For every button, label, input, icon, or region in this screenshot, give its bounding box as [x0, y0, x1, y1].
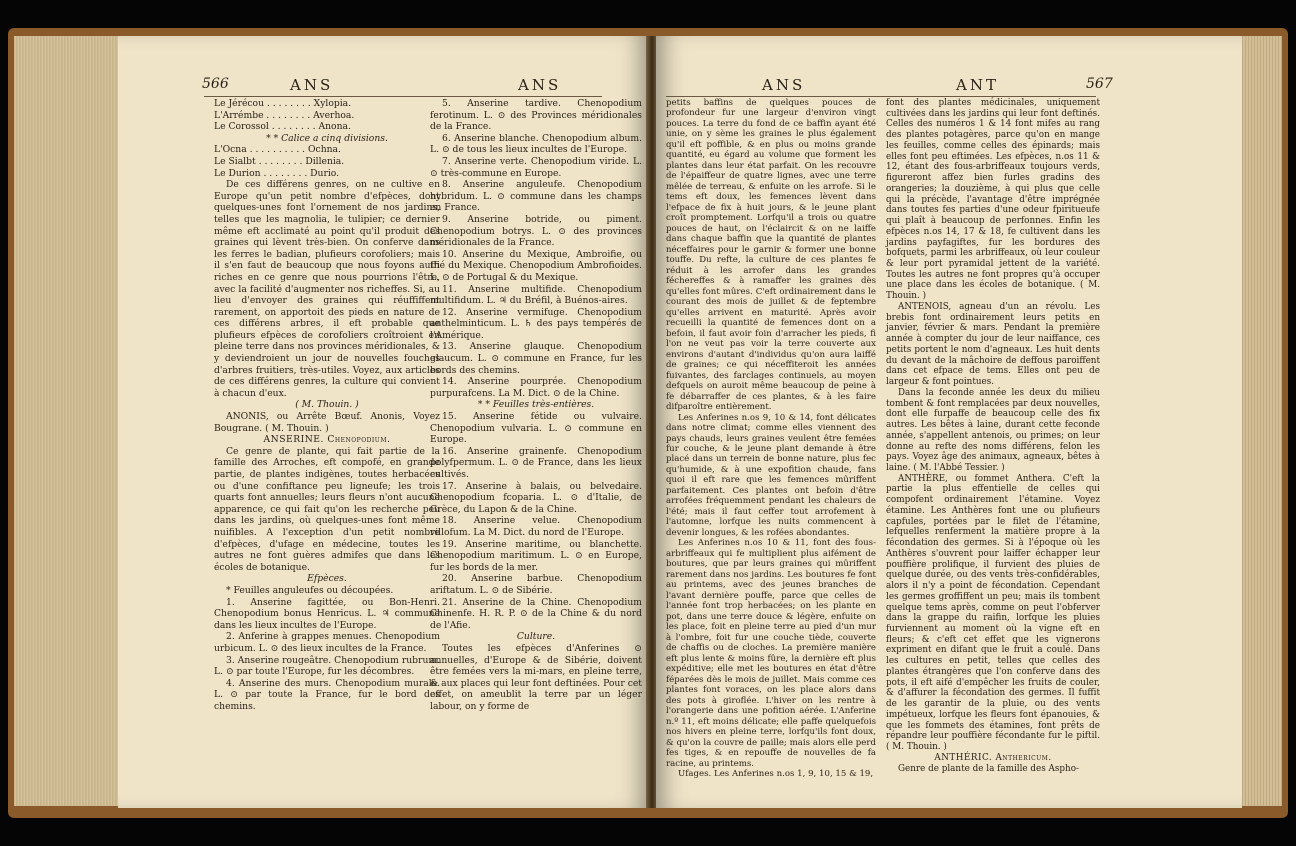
text-paragraph: Le Durion . . . . . . . . Durio. [214, 167, 340, 179]
text-paragraph: * * Feuilles très-entières. [477, 399, 595, 411]
text-paragraph: Le Corossol . . . . . . . . Anona. [214, 121, 351, 133]
running-head: ANS [290, 76, 334, 94]
column-right-2 [886, 98, 1100, 774]
text-paragraph: ANTHÉRIC. Anthericum. [934, 752, 1052, 763]
text-paragraph: 14. Anserine pourprée. Chenopodium purpurafcens. La M. Dict. ⊙ de la Chine. [430, 376, 642, 399]
text-paragraph: ANTENOIS, agneau d'un an révolu. Les brebis font ordinairement leurs petits en janvier, février & mars. Pendant la première année à compter du jour de leur naiffance, ces petits portent le nom d'agneaux. Les huit dents du devant de la mâchoire de deffous paroiffent dans cet efpace de tems. Elles ont peu de largeur & font pointues. [886, 301, 1100, 388]
text-paragraph: Ufages. Les Anferines n.os 1, 9, 10, 15 & 19, [678, 769, 874, 779]
header-rule [204, 96, 602, 97]
text-paragraph: L'Arrémbe . . . . . . . . Averhoa. [214, 109, 355, 121]
running-head: ANS [518, 76, 562, 94]
page-number: 566 [202, 76, 229, 92]
column-left-1 [214, 98, 440, 712]
text-paragraph: 19. Anserine maritime, ou blanchette. Chenopodium maritimum. L. ⊙ en Europe, fur les bords de la mer. [430, 538, 642, 573]
text-paragraph: Les Anferines n.os 9, 10 & 14, font délicates dans notre climat; comme elles viennent des pays chauds, leurs graines veulent être femées fur couche, & le jeune plant demande à être placé dans un terrein de bonne nature, plus fec qu'humide, & à une expofition chaude, fans quoi il eft rare que les femences mûriffent parfaitement. Ces plantes ont befoin d'être arrofées fréquemment pendant les chaleurs de l'été; mais il faut ceffer tout arrofement à l'automne, lorfque les nuits commencent à devenir longues, & les rofées abondantes. [666, 412, 876, 538]
text-paragraph: Le Jérécou . . . . . . . . Xylopia. [214, 98, 352, 109]
text-paragraph: 20. Anserine barbue. Chenopodium ariftatum. L. ⊙ de Sibérie. [430, 573, 642, 596]
running-head: ANT [956, 76, 999, 94]
running-head: ANS [762, 76, 806, 94]
text-paragraph: font des plantes médicinales, uniquement cultivées dans les jardins qui leur font deftinés. Celles des numéros 1 & 14 font mifes au rang des plantes potagères, parce qu'on en mange les feuilles, comme celles des épinards; mais elles font peu eftimées. Les efpèces, n.os 11 & 12, étant des fous-arbriffeaux toujours verds, figureront affez bien furles gradins des orangeries; la douzième, à qui plus que celle qui la précède, l'avantage d'être imprégnée dans toutes fes parties d'une odeur fpiritueufe qui plaît à beaucoup de perfonnes. Enfin les efpèces n.os 14, 17 & 18, fe cultivent dans les jardins payfagiftes, fur les bordures des bofquets, parmi les arbriffeaux, où leur couleur & leur port pyramidal jettent de la variété. Toutes les autres ne font propres qu'à occuper une place dans les écoles de botanique. ( M. Thouin. ) [886, 98, 1100, 302]
text-paragraph: petits baffins de quelques pouces de profondeur fur une largeur d'environ vingt pouces. La terre du fond de ce baffin ayant été unie, on y sème les graines le plus également qu'il eft poffible, & en plus ou moins grande quantité, eu égard au volume que forment les plantes dans leur état parfait. On les recouvre de l'épaiffeur de quatre lignes, avec une terre mêlée de terreau, & enfuite on les arrofe. Si le tems eft doux, les femences lèvent dans l'efpace de fix à huit jours, & le jeune plant croît promptement. Lorfqu'il a trois ou quatre pouces de haut, on l'éclaircit & on ne laiffe dans chaque baffin que la quantité de plantes néceffaires pour le garnir & former une bonne touffe. Du refte, la culture de ces plantes fe réduit à les arrofer dans les grandes féchereffes & à ramaffer les graines dès qu'elles font mûres. C'eft ordinairement dans le courant des mois de juillet & de feptembre qu'elles arrivent en maturité. Après avoir recueilli la quantité de femences dont on a befoin, il faut avoir foin d'arracher les pieds, fi l'on ne veut pas voir la terre couverte aux environs d'autant d'individus qu'on aura laiffé de graines; ce qui néceffiteroit les années fuivantes, des farclages continuels, au moyen defquels on auroit même beaucoup de peine à fe débarraffer de ces plantes, & à les faire difparoître entièrement. [666, 98, 876, 413]
text-paragraph: 10. Anserine du Mexique, Ambroifie, ou thé du Mexique. Chenopodium Ambrofioides. L. ⊙ de Portugal & du Mexique. [430, 248, 642, 283]
right-page [656, 36, 1242, 808]
text-paragraph: ANONIS, ou Arrête Bœuf. Anonis, Voyez Bougrane. ( M. Thouin. ) [214, 411, 440, 434]
text-paragraph: Genre de plante de la famille des Aspho- [898, 763, 1079, 774]
text-paragraph: Le Sialbt . . . . . . . . Dillenia. [214, 155, 345, 167]
text-paragraph: Efpèces. [307, 573, 347, 585]
text-paragraph: 9. Anserine botride, ou piment. Chenopodium botrys. L. ⊙ des provinces méridionales de la France. [430, 213, 642, 249]
text-paragraph: 13. Anserine glauque. Chenopodium glaucum. L. ⊙ commune en France, fur les bords des chemins. [430, 341, 642, 376]
text-paragraph: 11. Anserine multifide. Chenopodium multifidum. L. ♃ du Bréfil, à Buénos-aires. [430, 283, 642, 307]
text-paragraph: 6. Anserine blanche. Chenopodium album. L. ⊙ de tous les lieux incultes de l'Europe. [430, 132, 642, 156]
text-paragraph: 15. Anserine fétide ou vulvaire. Chenopodium vulvaria. L. ⊙ commune en Europe. [430, 411, 642, 446]
text-paragraph: Dans la feconde année les deux du milieu tombent & font remplacées par deux nouvelles, dont elle furpaffe de beaucoup celle des fix autres. Les bêtes à laine, durant cette feconde année, s'appellent antenois, ou primes; on leur donne au refte des noms différens, felon les pays. Voyez âge des animaux, agneaux, bêtes à laine. ( M. l'Abbé Tessier. ) [886, 387, 1100, 473]
text-paragraph: 3. Anserine rougeâtre. Chenopodium rubrum. L. ⊙ par toute l'Europe, fur les décombres. [214, 654, 440, 678]
column-left-2 [430, 98, 642, 712]
page-edges-left [14, 36, 124, 806]
text-paragraph: L'Ocna . . . . . . . . . . Ochna. [214, 144, 341, 156]
page-edges-right [1242, 36, 1282, 806]
text-paragraph: Ce genre de plante, qui fait partie de la famille des Arroches, eft compofé, en grande partie, de plantes indigènes, toutes herbacées ou d'une confiftance peu ligneufe; les trois quarts font annuelles; leurs fleurs n'ont aucune apparence, ce qui fait qu'on les recherche peu dans les jardins, où quelques-unes font même nuifibles. A l'exception d'un petit nombre d'efpèces, d'ufage en médecine, toutes les autres ne font guères admifes que dans les écoles de botanique. [214, 445, 440, 573]
left-page [118, 36, 648, 808]
text-paragraph: Toutes les efpèces d'Anferines ⊙ annuelles, d'Europe & de Sibérie, doivent être femées vers la mi-mars, en pleine terre, & aux places qui leur font deftinées. Pour cet effet, on ameublit la terre par un léger labour, on y forme de [430, 642, 642, 712]
text-paragraph: 12. Anserine vermifuge. Chenopodium anthelminticum. L. ♄ des pays tempérés de l'Amérique. [430, 306, 642, 341]
header-rule [666, 96, 1096, 97]
text-paragraph: 17. Anserine à balais, ou belvedaire. Chenopodium fcoparia. L. ⊙ d'Italie, de Grèce, du Lapon & de la Chine. [430, 480, 642, 515]
text-paragraph: * * Calice a cinq divisions. [266, 132, 388, 144]
text-paragraph: ANTHÈRE, ou fommet Anthera. C'eft la partie la plus effentielle de celles qui compofent ordinairement l'étamine. Voyez étamine. Les Anthères font une ou plufieurs capfules, portées par le filet de l'étamine, lefquelles renferment la matière propre à la fécondation des germes. Si à l'époque où les Anthères s'ouvrent pour laiffer échapper leur pouffière prolifique, il furvient des pluies de quelque durée, ou des vents très-confidérables, alors il n'y a point de fécondation. Cependant les germes groffiffent un peu; mais ils tombent quelque tems après, comme on peut l'obferver dans la grappe du raifin, lorfque les pluies furviennent au moment où la vigne eft en fleurs; & c'eft cet effet que les vignerons expriment en difant que le fruit a coulé. Dans les cultures en petit, telles que celles des plantes étrangères que l'on conferve dans des pots, il eft aifé d'empêcher les fruits de couler, & d'affurer la fécondation des germes. Il fuffit de les garantir de la pluie, ou des vents impétueux, lorfque les fleurs font épanouies, & que les fommets des étamines, font prêts de répandre leur pouffière fécondante fur le piftil. ( M. Thouin. ) [886, 473, 1100, 753]
text-paragraph: 4. Anserine des murs. Chenopodium murale. L. ⊙ par toute la France, fur le bord des chemins. [214, 677, 440, 712]
text-paragraph: 7. Anserine verte. Chenopodium viride. L. ⊙ très-commune en Europe. [430, 155, 642, 179]
text-paragraph: 8. Anserine anguleufe. Chenopodium hybridum. L. ⊙ commune dans les champs en France. [430, 179, 642, 214]
page-number: 567 [1086, 76, 1113, 92]
text-paragraph: 2. Anferine à grappes menues. Chenopodium urbicum. L. ⊙ des lieux incultes de la France. [214, 631, 440, 654]
text-paragraph: ( M. Thouin. ) [295, 399, 359, 411]
column-right-1 [666, 98, 876, 779]
text-paragraph: ANSERINE. Chenopodium. [263, 434, 391, 446]
text-paragraph: 18. Anserine velue. Chenopodium villofum. La M. Dict. du nord de l'Europe. [430, 515, 642, 538]
text-paragraph: De ces différens genres, on ne cultive en Europe qu'un petit nombre d'efpèces, dont quelques-unes font l'ornement de nos jardins, telles que les magnolia, le tulipier; ce dernier même eft acclimaté au point qu'il produit des graines qui lèvent très-bien. On conferve dans les ferres le badian, plufieurs corofoliers; mais il s'en faut de beaucoup que nous foyons auffi riches en ce genre que nous pourrions l'être, avec la facilité d'augmenter nos richeffes. Si, au lieu d'envoyer des graines qui réuffiffent rarement, on apportoit des pieds en nature de ces différens arbres, il eft probable que plufieurs efpèces de corofoliers croîtroient en pleine terre dans nos provinces méridionales, & y deviendroient un jour de nouvelles fouches d'arbres fruitiers, très-utiles. Voyez, aux articles de ces différens genres, la culture qui convient à chacun d'eux. [214, 179, 440, 399]
text-paragraph: 5. Anserine tardive. Chenopodium ferotinum. L. ⊙ des Provinces méridionales de la France. [430, 98, 642, 133]
text-paragraph: Culture. [516, 631, 556, 643]
text-paragraph: * Feuilles anguleufes ou découpées. [226, 584, 394, 596]
text-paragraph: 21. Anserine de la Chine. Chenopodium Chinenfe. H. R. P. ⊙ de la Chine & du nord de l'Afie. [430, 596, 642, 631]
text-paragraph: Les Anferines n.os 10 & 11, font des fous-arbriffeaux qui fe multiplient plus aifément de boutures, que par leurs graines qui mûriffent rarement dans nos jardins. Les boutures fe font au printems, avec des jeunes branches de l'avant dernière pouffe, parce que celles de l'année font trop herbacées; on les plante en pot, dans une terre douce & légère, enfuite on les place, foit en pleine terre au pied d'un mur à l'ombre, foit fur une couche tiède, couverte de chaffis ou de cloches. La première manière eft plus lente & moins fûre, la dernière eft plus expéditive; elle met les boutures en état d'être féparées dès le mois de juillet. Mais comme ces plantes font voraces, on les place alors dans des pots à giroflée. L'hiver on les rentre à l'orangerie dans une pofition aérée. L'Anferine n.º 11, eft moins délicate; elle paffe quelquefois nos hivers en pleine terre, lorfqu'ils font doux, & qu'on la couvre de paille; mais alors elle perd fes tiges, & en repouffe de nouvelles de fa racine, au printems. [666, 538, 876, 769]
text-paragraph: 1. Anserine fagittée, ou Bon-Henri. Chenopodium bonus Henricus. L. ♃ commune dans les lieux incultes de l'Europe. [214, 596, 440, 631]
text-paragraph: 16. Anserine grainenfe. Chenopodium polyfpermum. L. ⊙ de France, dans les lieux cultivés. [430, 445, 642, 480]
